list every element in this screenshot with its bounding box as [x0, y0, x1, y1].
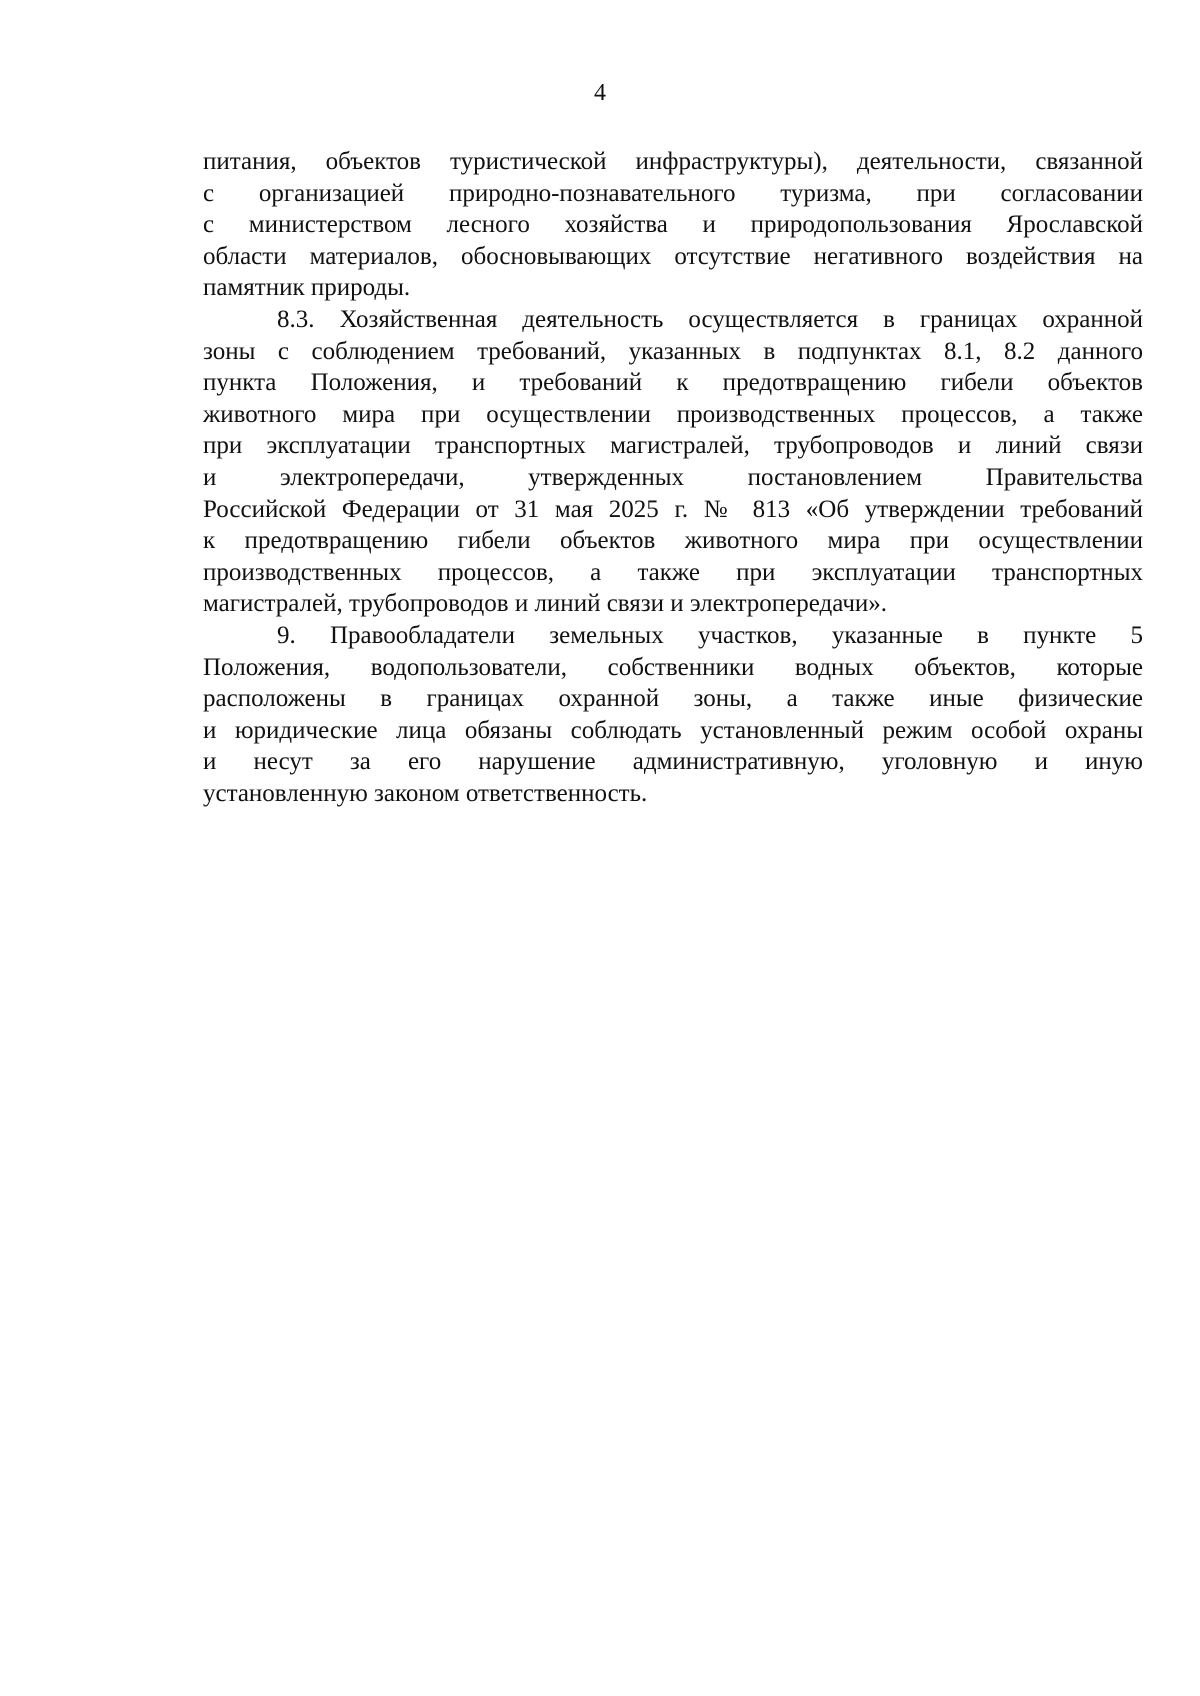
text-line: производственных процессов, а также при эксплуатации транспортных [203, 558, 1143, 586]
text-line: с организацией природно-познавательного туризма, при согласовании [203, 179, 1143, 207]
text-line: 9. Правообладатели земельных участков, указанные в пункте 5 [277, 621, 1143, 649]
text-line: с министерством лесного хозяйства и природопользования Ярославской [203, 211, 1143, 239]
text-line: Российской Федерации от 31 мая 2025 г. № 813 «Об утверждении требований [203, 495, 1143, 523]
page-number: 4 [594, 80, 606, 106]
paragraph-9 [203, 620, 1143, 810]
text-line: зоны с соблюдением требований, указанных в подпунктах 8.1, 8.2 данного [203, 337, 1143, 365]
text-line: при эксплуатации транспортных магистралей, трубопроводов и линий связи [203, 432, 1143, 460]
text-line: животного мира при осуществлении производственных процессов, а также [203, 400, 1143, 428]
document-body [203, 146, 1143, 809]
text-line: установленную законом ответственность. [203, 779, 648, 807]
text-line: памятник природы. [203, 274, 411, 302]
text-line: 8.3. Хозяйственная деятельность осуществляется в границах охранной [277, 305, 1143, 333]
text-line: магистралей, трубопроводов и линий связи и электропередачи». [203, 590, 888, 618]
paragraph-8-3 [203, 304, 1143, 620]
text-line: к предотвращению гибели объектов животного мира при осуществлении [203, 527, 1143, 555]
text-line: питания, объектов туристической инфраструктуры), деятельности, связанной [203, 148, 1143, 175]
text-line: и юридические лица обязаны соблюдать установленный режим особой охраны [203, 716, 1143, 744]
text-line: и несут за его нарушение административную, уголовную и иную [203, 748, 1143, 776]
text-line: и электропередачи, утвержденных постановлением Правительства [203, 463, 1143, 491]
text-line: области материалов, обосновывающих отсутствие негативного воздействия на [203, 242, 1143, 270]
text-line: расположены в границах охранной зоны, а также иные физические [203, 685, 1143, 713]
text-line: Положения, водопользователи, собственники водных объектов, которые [203, 653, 1143, 681]
text-line: пункта Положения, и требований к предотвращению гибели объектов [203, 369, 1143, 397]
paragraph-continuation [203, 146, 1143, 304]
